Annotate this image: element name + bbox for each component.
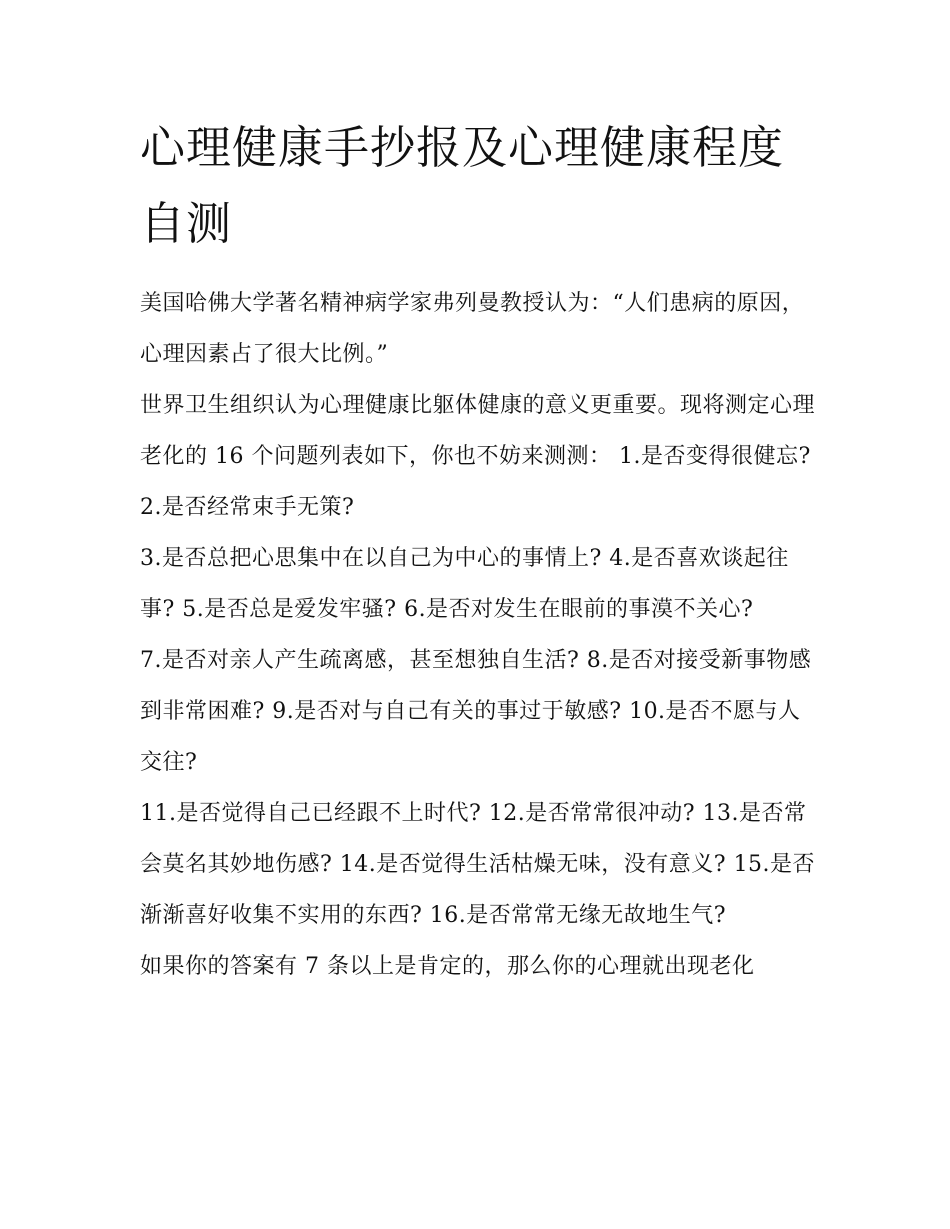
paragraph-conclusion: 如果你的答案有 7 条以上是肯定的，那么你的心理就出现老化 bbox=[140, 954, 755, 979]
paragraph-questions-7-10: 7.是否对亲人产生疏离感，甚至想独自生活? 8.是否对接受新事物感到非常困难? 9.是否对与自己有关的事过于敏感? 10.是否不愿与人交往? bbox=[140, 648, 812, 775]
paragraph-intro-questions: 世界卫生组织认为心理健康比躯体健康的意义更重要。现将测定心理老化的 16 个问题列表如下，你也不妨来测测： 1.是否变得很健忘? 2.是否经常束手无策? bbox=[140, 393, 816, 520]
paragraph-quote: 美国哈佛大学著名精神病学家弗列曼教授认为：“人们患病的原因，心理因素占了很大比例。” bbox=[140, 291, 805, 367]
paragraph-questions-11-16: 11.是否觉得自己已经跟不上时代? 12.是否常常很冲动? 13.是否常会莫名其妙地伤感? 14.是否觉得生活枯燥无味，没有意义? 15.是否渐渐喜好收集不实用的东西? 16.是否常常无缘无故地生气? bbox=[140, 801, 816, 928]
document-title: 心理健康手抄报及心理健康程度自测 bbox=[140, 121, 785, 250]
paragraph-questions-3-6: 3.是否总把心思集中在以自己为中心的事情上? 4.是否喜欢谈起往事? 5.是否总是爱发牢骚? 6.是否对发生在眼前的事漠不关心? bbox=[140, 546, 789, 622]
document-page bbox=[140, 110, 820, 992]
